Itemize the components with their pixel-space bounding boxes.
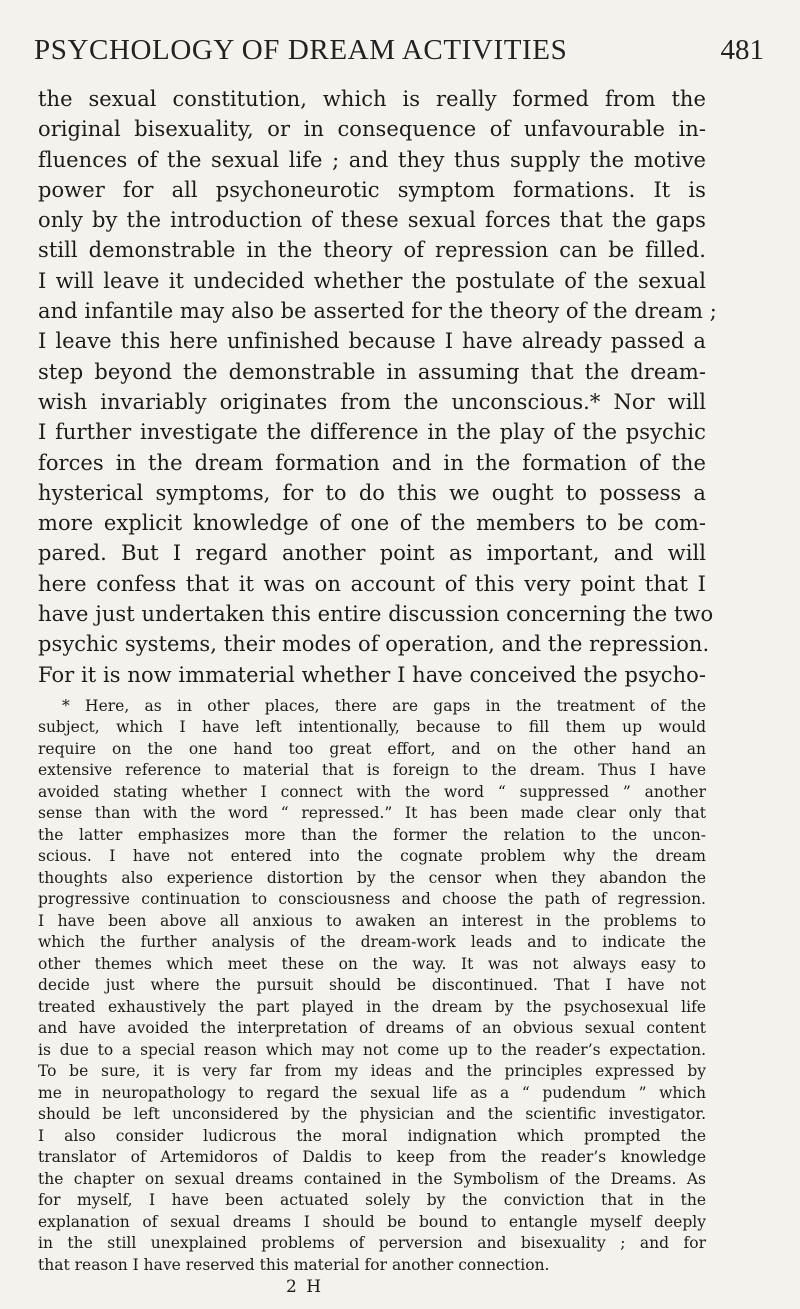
body-line: I will leave it undecided whether the postulate of the sexual bbox=[38, 268, 706, 293]
signature-mark: 2 H bbox=[286, 1277, 324, 1298]
body-line: still demonstrable in the theory of repression can be filled. bbox=[38, 238, 706, 263]
footnote-line: the latter emphasizes more than the former the relation to the uncon- bbox=[38, 825, 706, 844]
body-line: step beyond the demonstrable in assuming that the dream- bbox=[38, 359, 706, 384]
body-line: pared. But I regard another point as important, and will bbox=[38, 541, 706, 566]
body-line: power for all psychoneurotic symptom formations. It is bbox=[38, 177, 706, 202]
body-line: have just undertaken this entire discussion concerning the two bbox=[38, 602, 714, 627]
body-line: fluences of the sexual life ; and they thus supply the motive bbox=[38, 147, 706, 172]
footnote-line: To be sure, it is very far from my ideas and the principles expressed by bbox=[38, 1062, 706, 1081]
footnote-line: scious. I have not entered into the cognate problem why the dream bbox=[38, 847, 706, 866]
footnote bbox=[38, 696, 706, 1277]
running-header bbox=[34, 34, 764, 74]
footnote-line: I also consider ludicrous the moral indignation which prompted the bbox=[38, 1126, 706, 1145]
page-number: 481 bbox=[720, 34, 764, 66]
footnote-line: and have avoided the interpretation of dreams of an obvious sexual content bbox=[38, 1019, 706, 1038]
book-page bbox=[34, 34, 764, 1298]
footnote-line: the chapter on sexual dreams contained in the Symbolism of the Dreams. As bbox=[38, 1169, 706, 1188]
footnote-line: that reason I have reserved this material for another connection. bbox=[38, 1255, 550, 1274]
footnote-line: extensive reference to material that is foreign to the dream. Thus I have bbox=[38, 761, 706, 780]
footnote-line: * Here, as in other places, there are gaps in the treatment of the bbox=[62, 696, 706, 715]
body-line: and infantile may also be asserted for the theory of the dream ; bbox=[38, 299, 717, 324]
footnote-line: is due to a special reason which may not come up to the reader’s expectation. bbox=[38, 1040, 706, 1059]
body-line: forces in the dream formation and in the formation of the bbox=[38, 450, 706, 475]
footnote-line: subject, which I have left intentionally, because to fill them up would bbox=[38, 718, 706, 737]
body-line: I further investigate the difference in the play of the psychic bbox=[38, 420, 706, 445]
footnote-line: sense than with the word “ repressed.” It has been made clear only that bbox=[38, 804, 706, 823]
body-line: psychic systems, their modes of operation, and the repression. bbox=[38, 632, 710, 657]
footnote-line: in the still unexplained problems of perversion and bisexuality ; and for bbox=[38, 1234, 706, 1253]
footnote-line: translator of Artemidoros of Daldis to keep from the reader’s knowledge bbox=[38, 1148, 706, 1167]
footnote-line: which the further analysis of the dream-work leads and to indicate the bbox=[38, 933, 706, 952]
footnote-line: other themes which meet these on the way. It was not always easy to bbox=[38, 954, 706, 973]
footnote-line: avoided stating whether I connect with the word “ suppressed ” another bbox=[38, 782, 706, 801]
body-line: only by the introduction of these sexual forces that the gaps bbox=[38, 208, 706, 233]
body-line: I leave this here unfinished because I have already passed a bbox=[38, 329, 706, 354]
running-title: PSYCHOLOGY OF DREAM ACTIVITIES bbox=[34, 34, 568, 66]
footnote-line: treated exhaustively the part played in the dream by the psychosexual life bbox=[38, 997, 706, 1016]
body-line: original bisexuality, or in consequence of unfavourable in- bbox=[38, 117, 706, 142]
footnote-line: require on the one hand too great effort, and on the other hand an bbox=[38, 739, 706, 758]
body-line: here confess that it was on account of this very point that I bbox=[38, 571, 706, 596]
body-line: hysterical symptoms, for to do this we ought to possess a bbox=[38, 480, 706, 505]
footnote-line: for myself, I have been actuated solely by the conviction that in the bbox=[38, 1191, 706, 1210]
main-text bbox=[38, 84, 717, 690]
footnote-line: thoughts also experience distortion by the censor when they abandon the bbox=[38, 868, 706, 887]
footnote-line: me in neuropathology to regard the sexual life as a “ pudendum ” which bbox=[38, 1083, 706, 1102]
footnote-line: I have been above all anxious to awaken an interest in the problems to bbox=[38, 911, 706, 930]
body-line: wish invariably originates from the unconscious.* Nor will bbox=[38, 389, 706, 414]
body-line: For it is now immaterial whether I have conceived the psycho- bbox=[38, 662, 706, 687]
body-line: the sexual constitution, which is really formed from the bbox=[38, 87, 706, 111]
body-line: more explicit knowledge of one of the members to be com- bbox=[38, 511, 706, 536]
footnote-line: decide just where the pursuit should be discontinued. That I have not bbox=[38, 976, 706, 995]
footnote-line: explanation of sexual dreams I should be bound to entangle myself deeply bbox=[38, 1212, 706, 1231]
footnote-line: should be left unconsidered by the physician and the scientific investigator. bbox=[38, 1105, 706, 1124]
footnote-line: progressive continuation to consciousness and choose the path of regression. bbox=[38, 890, 706, 909]
